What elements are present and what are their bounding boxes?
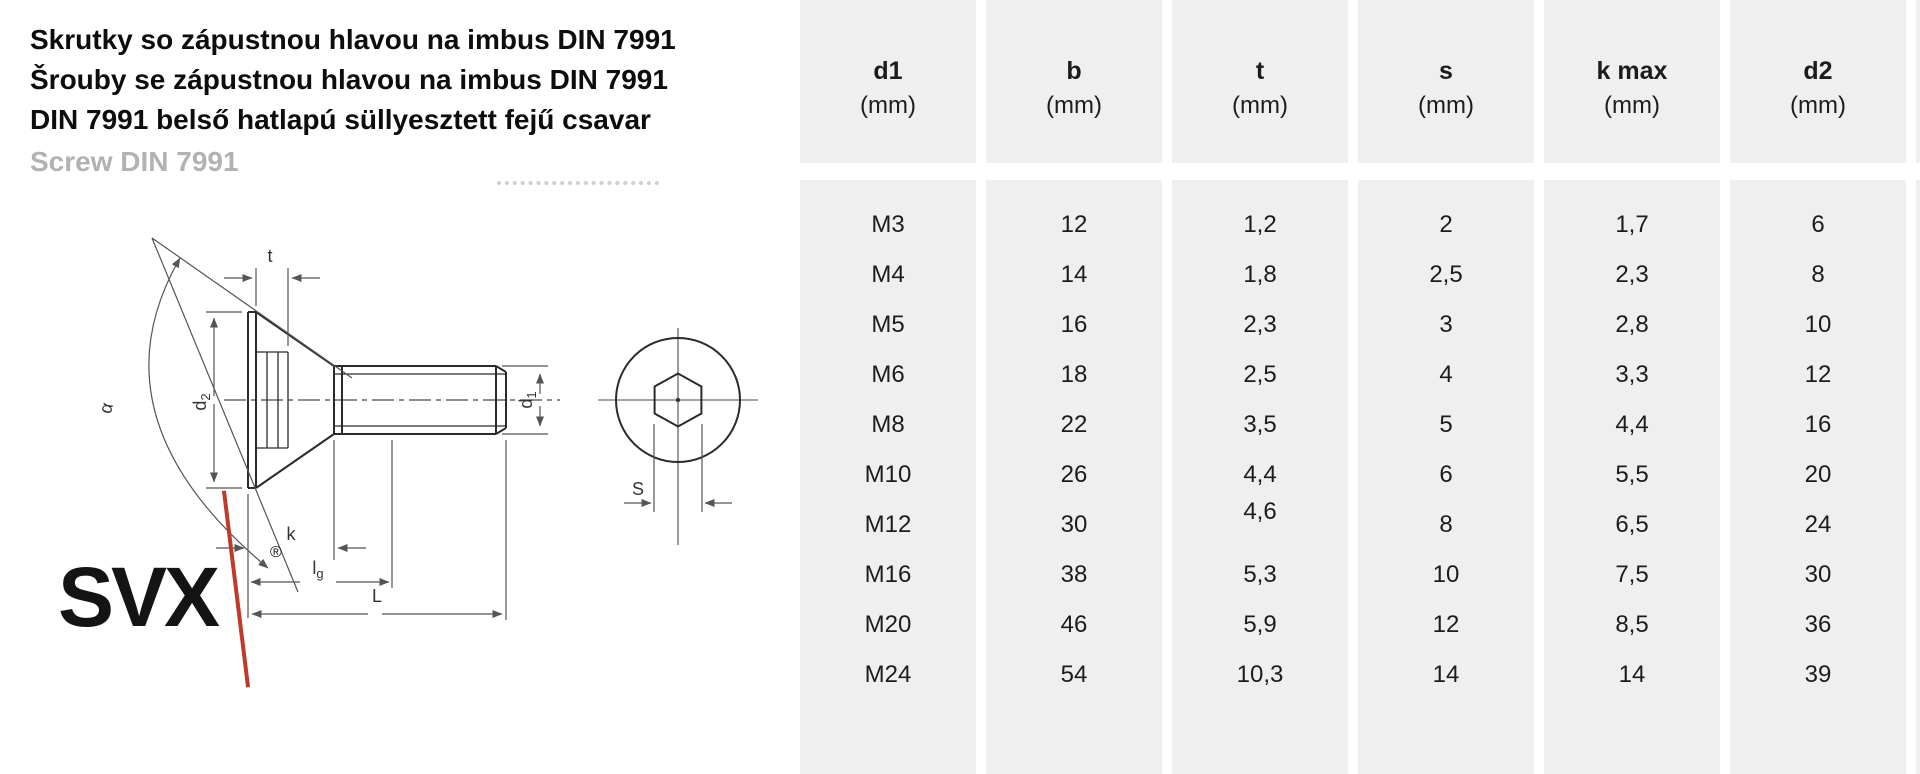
column-header xyxy=(1358,0,1534,163)
table-cell: M8 xyxy=(871,411,905,438)
dim-label-d2: $d_2$ xyxy=(190,393,213,411)
table-cell: M3 xyxy=(871,211,905,238)
table-column-t xyxy=(1172,0,1348,774)
table-cell: 1,2 xyxy=(1243,211,1277,238)
table-cell: 16 xyxy=(1060,311,1088,338)
table-cell: 18 xyxy=(1060,361,1088,388)
column-label: k max xyxy=(1596,57,1668,85)
table-cell: 14 xyxy=(1060,261,1088,288)
table-cell: 8 xyxy=(1439,511,1453,538)
column-unit: (mm) xyxy=(1232,92,1288,119)
table-cell: 10 xyxy=(1804,311,1832,338)
column-header xyxy=(1916,0,1920,163)
table-cell: 2,3 xyxy=(1615,261,1649,288)
column-label: d2 xyxy=(1803,57,1833,85)
table-cell: 3 xyxy=(1439,311,1453,338)
table-cell: 4,6 xyxy=(1243,498,1277,525)
table-cell: 46 xyxy=(1060,611,1088,638)
logo-text: SVX xyxy=(58,550,218,644)
table-cell: 5,9 xyxy=(1243,611,1277,638)
table-cell: M20 xyxy=(864,611,912,638)
table-cell: 36 xyxy=(1804,611,1832,638)
column-unit: (mm) xyxy=(1604,92,1660,119)
table-cell: 54 xyxy=(1060,661,1088,688)
table-cell: 26 xyxy=(1060,461,1088,488)
table-cell: 2,5 xyxy=(1429,261,1463,288)
table-cell: M16 xyxy=(864,561,912,588)
dim-label-t: t xyxy=(267,246,273,266)
title-line-hu: DIN 7991 belső hatlapú süllyesztett fejű csavar xyxy=(30,104,651,135)
dim-label-lg: $l_g$ xyxy=(312,558,324,581)
column-body xyxy=(800,180,976,774)
table-cell: 4,4 xyxy=(1615,411,1649,438)
registered-trademark-icon: ® xyxy=(270,544,282,561)
table-cell: 1,7 xyxy=(1615,211,1649,238)
table-cell: 30 xyxy=(1060,511,1088,538)
title-line-cz: Šrouby se zápustnou hlavou na imbus DIN 7991 xyxy=(30,64,668,95)
column-unit: (mm) xyxy=(1046,92,1102,119)
table-cell: M4 xyxy=(871,261,905,288)
table-cell: 6 xyxy=(1439,461,1453,488)
table-cell: 14 xyxy=(1618,661,1646,688)
table-cell: 10,3 xyxy=(1236,661,1284,688)
dotted-separator xyxy=(497,181,659,185)
table-cell: 7,5 xyxy=(1615,561,1649,588)
table-cell: M12 xyxy=(864,511,912,538)
dim-label-d1: $d_1$ xyxy=(516,391,539,409)
table-cell: 6,5 xyxy=(1615,511,1649,538)
table-cell: 2,5 xyxy=(1243,361,1277,388)
table-cell: 12 xyxy=(1804,361,1832,388)
title-line-sk: Skrutky so zápustnou hlavou na imbus DIN 7991 xyxy=(30,24,676,55)
dim-label-S: S xyxy=(631,479,645,499)
table-cell: M10 xyxy=(864,461,912,488)
table-cell: 30 xyxy=(1804,561,1832,588)
column-header xyxy=(1544,0,1720,163)
table-cell: 5,5 xyxy=(1615,461,1649,488)
column-label: d1 xyxy=(873,57,903,85)
table-cell: 39 xyxy=(1804,661,1832,688)
column-header xyxy=(1172,0,1348,163)
table-cell: 4 xyxy=(1439,361,1453,388)
column-unit: (mm) xyxy=(1790,92,1846,119)
column-body xyxy=(1730,180,1906,774)
table-cell: 2 xyxy=(1439,211,1453,238)
table-cell: 38 xyxy=(1060,561,1088,588)
column-label: b xyxy=(1066,57,1082,85)
column-unit: (mm) xyxy=(1418,92,1474,119)
column-header xyxy=(986,0,1162,163)
table-cell: 5 xyxy=(1439,411,1453,438)
table-cell: 20 xyxy=(1804,461,1832,488)
table-cell: 12 xyxy=(1432,611,1460,638)
table-cell: 2,3 xyxy=(1243,311,1277,338)
table-cell: 3,5 xyxy=(1243,411,1277,438)
table-cell: 10 xyxy=(1432,561,1460,588)
column-body xyxy=(1358,180,1534,774)
table-cell: M6 xyxy=(871,361,905,388)
left-panel xyxy=(0,0,800,774)
end-view xyxy=(598,328,758,545)
table-column-d2 xyxy=(1730,0,1906,774)
table-cell: 14 xyxy=(1432,661,1460,688)
table-cell: 16 xyxy=(1804,411,1832,438)
dim-label-alpha: α xyxy=(94,400,118,416)
table-cell: 2,8 xyxy=(1615,311,1649,338)
table-column-s xyxy=(1358,0,1534,774)
column-body xyxy=(1916,180,1920,774)
center-mark xyxy=(676,398,680,402)
dim-label-k: k xyxy=(286,524,296,544)
column-label: s xyxy=(1439,57,1453,85)
table-cell: 4,4 xyxy=(1243,461,1277,488)
table-cell: 5,3 xyxy=(1243,561,1277,588)
column-unit: (mm) xyxy=(860,92,916,119)
table-cell: M5 xyxy=(871,311,905,338)
column-body xyxy=(1172,180,1348,774)
spec-table xyxy=(800,0,1920,774)
table-cell: 12 xyxy=(1060,211,1088,238)
column-header xyxy=(1730,0,1906,163)
table-column-b xyxy=(986,0,1162,774)
table-cell: 3,3 xyxy=(1615,361,1649,388)
column-header xyxy=(800,0,976,163)
table-cell: 8 xyxy=(1811,261,1825,288)
table-cell: 24 xyxy=(1804,511,1832,538)
table-column-clipped xyxy=(1916,0,1920,774)
table-column-k-max xyxy=(1544,0,1720,774)
brand-logo xyxy=(58,544,318,692)
column-body xyxy=(986,180,1162,774)
dim-label-L: L xyxy=(371,586,383,606)
table-cell: 6 xyxy=(1811,211,1825,238)
table-cell: 22 xyxy=(1060,411,1088,438)
table-cell: 8,5 xyxy=(1615,611,1649,638)
subtitle-en: Screw DIN 7991 xyxy=(30,146,239,177)
table-cell: 1,8 xyxy=(1243,261,1277,288)
column-label: t xyxy=(1255,57,1265,85)
table-column-d1 xyxy=(800,0,976,774)
column-body xyxy=(1544,180,1720,774)
title-block xyxy=(30,20,676,140)
table-cell: M24 xyxy=(864,661,912,688)
